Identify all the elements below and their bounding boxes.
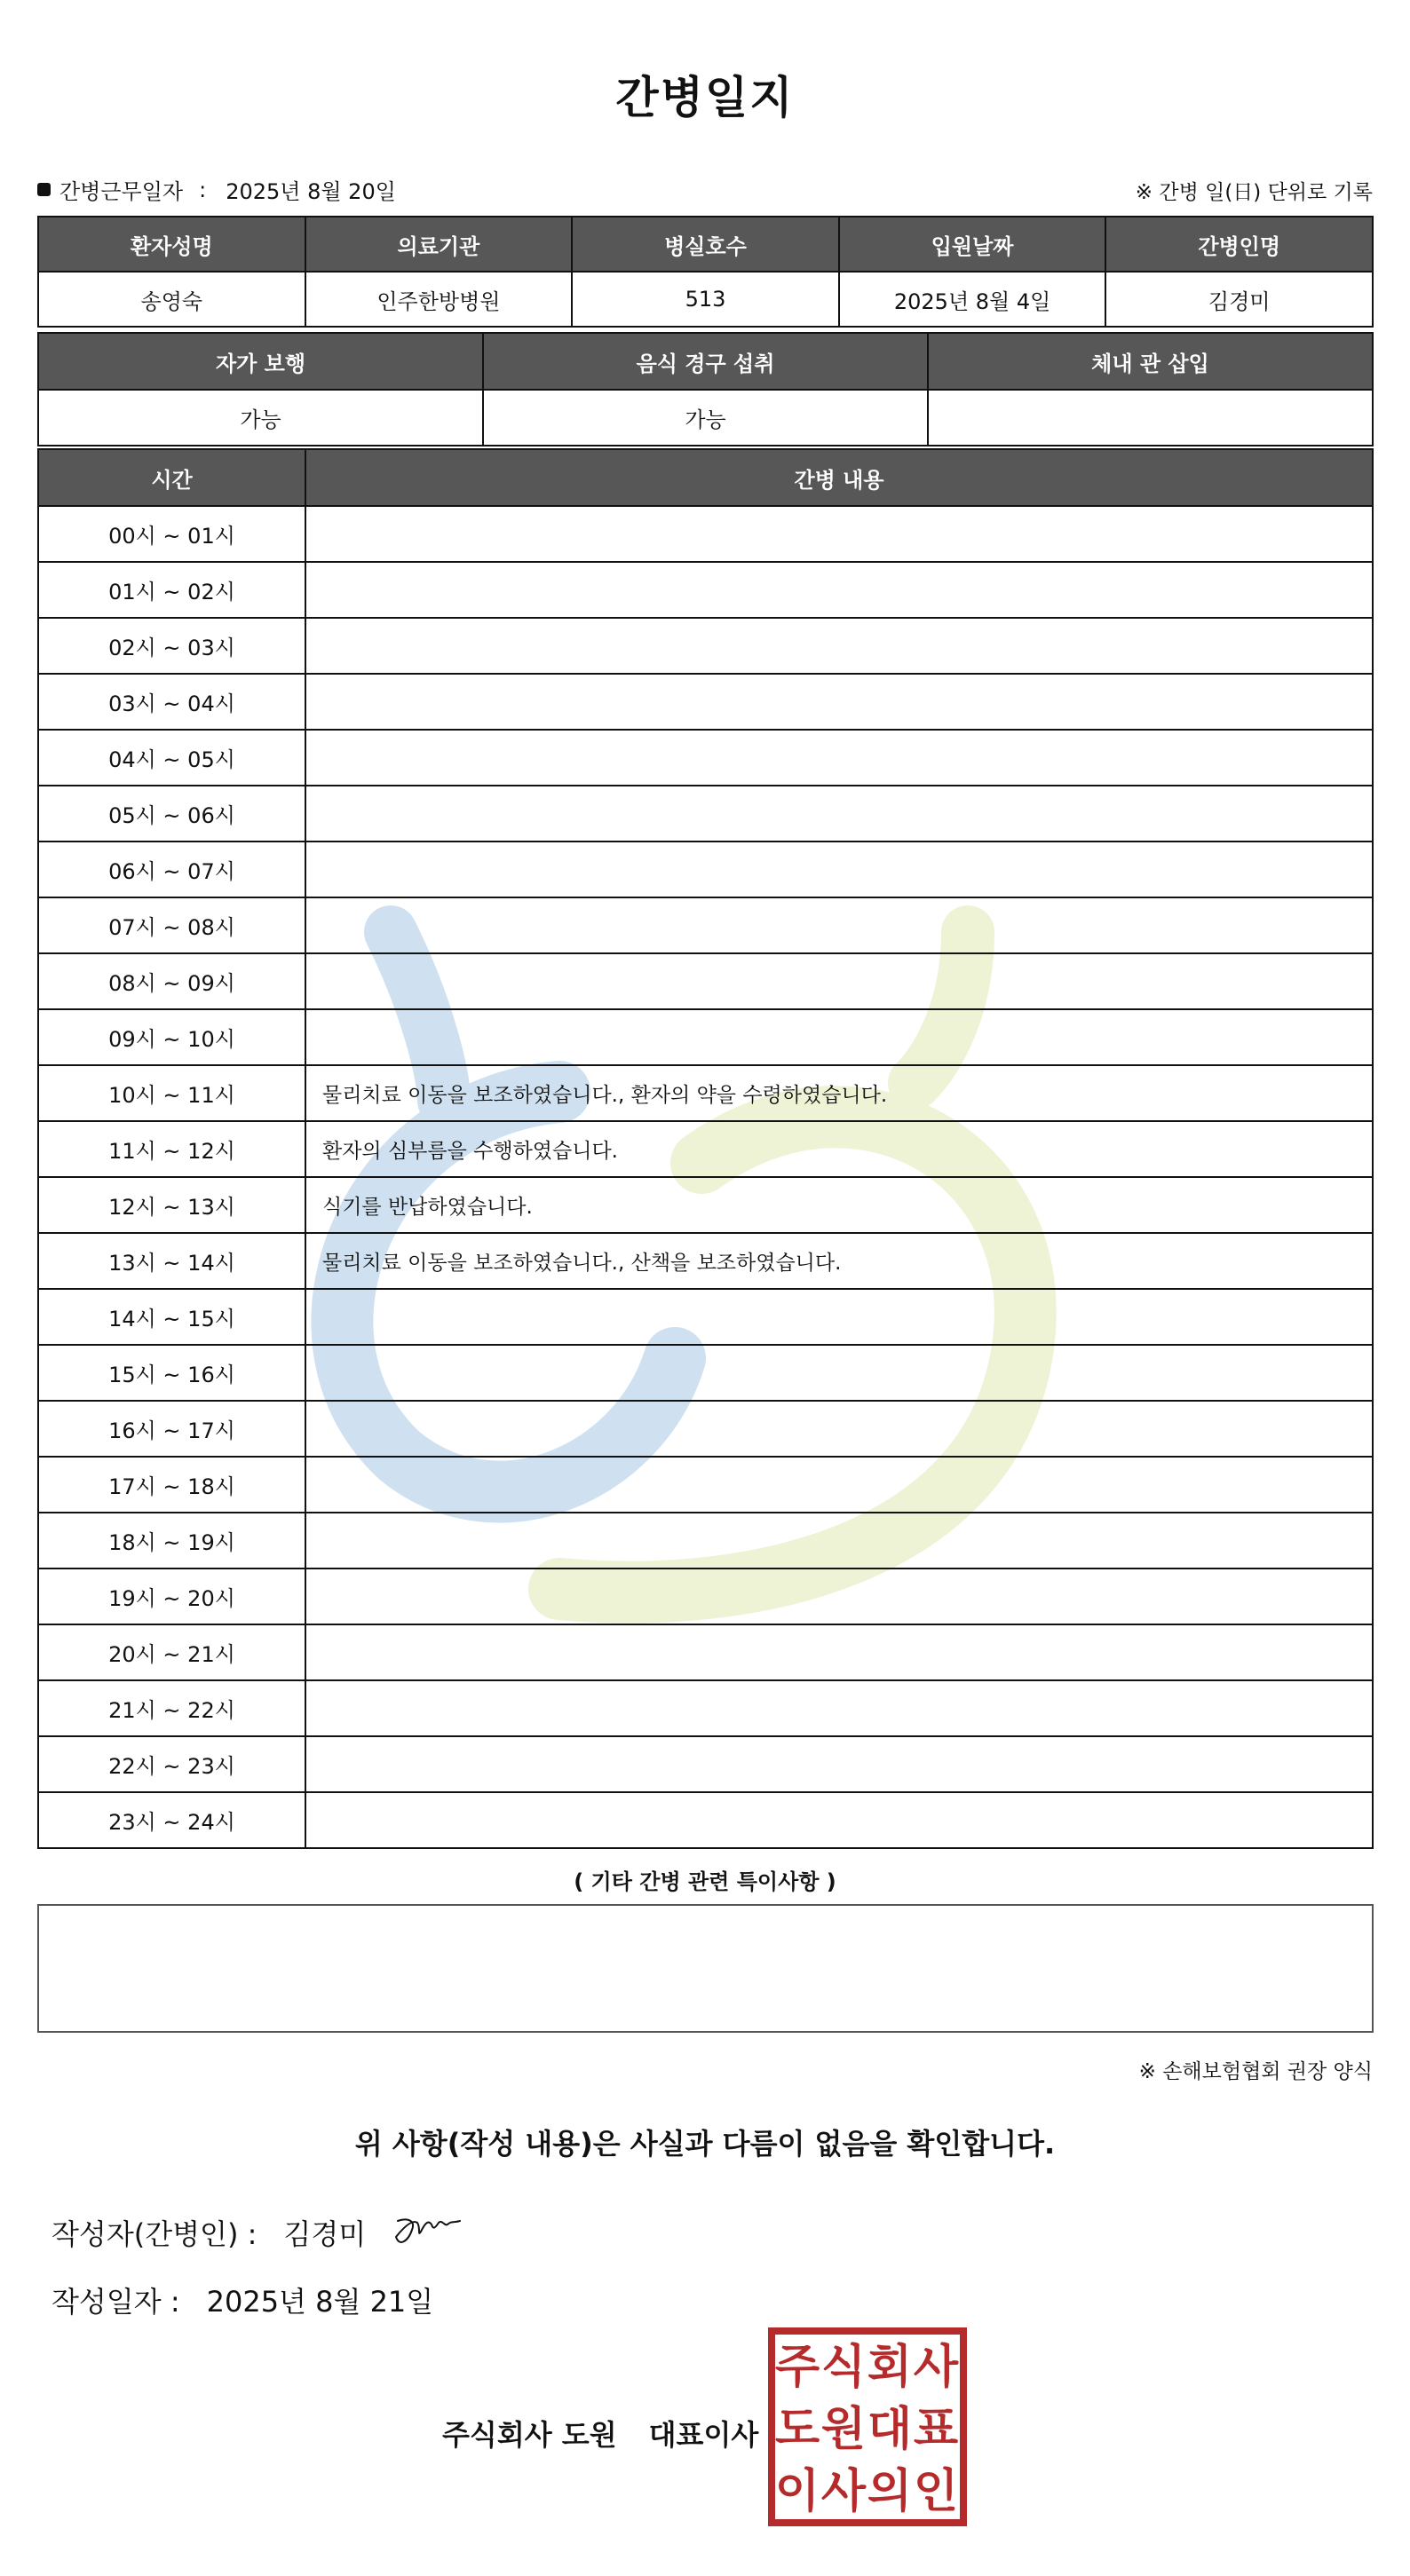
log-body xyxy=(38,506,1373,1848)
log-content[interactable] xyxy=(305,674,1373,730)
company-name: 주식회사 도원 xyxy=(442,2418,617,2452)
log-time: 14시 ~ 15시 xyxy=(38,1289,305,1345)
log-time: 02시 ~ 03시 xyxy=(38,618,305,674)
log-time: 18시 ~ 19시 xyxy=(38,1513,305,1569)
seal-character: 주 xyxy=(774,2341,820,2394)
self-walking-value: 가능 xyxy=(38,390,483,446)
work-date-row xyxy=(37,174,396,205)
page-title: 간병일지 xyxy=(615,72,795,123)
log-time: 21시 ~ 22시 xyxy=(38,1680,305,1736)
room-number: 513 xyxy=(572,272,839,327)
seal-character: 이 xyxy=(774,2465,820,2518)
notes-box[interactable] xyxy=(37,1904,1374,2033)
log-time: 10시 ~ 11시 xyxy=(38,1065,305,1121)
signature-image xyxy=(391,2201,497,2255)
header-care-content: 간병 내용 xyxy=(305,449,1373,506)
header-admission-date: 입원날짜 xyxy=(839,217,1106,272)
log-content[interactable]: 환자의 심부름을 수행하였습니다. xyxy=(305,1121,1373,1177)
header-self-walking: 자가 보행 xyxy=(38,333,483,390)
log-time: 09시 ~ 10시 xyxy=(38,1009,305,1065)
log-row xyxy=(38,1233,1373,1289)
log-content[interactable] xyxy=(305,1457,1373,1513)
log-content[interactable] xyxy=(305,953,1373,1009)
header-patient-name: 환자성명 xyxy=(38,217,305,272)
log-content[interactable] xyxy=(305,1345,1373,1401)
seal-character: 원 xyxy=(820,2403,867,2456)
writer-row xyxy=(51,2212,366,2253)
log-content[interactable] xyxy=(305,1569,1373,1624)
log-time: 19시 ~ 20시 xyxy=(38,1569,305,1624)
header-time: 시간 xyxy=(38,449,305,506)
writer-label: 작성자(간병인) : xyxy=(51,2217,257,2251)
log-content[interactable] xyxy=(305,1680,1373,1736)
confirmation-statement: 위 사항(작성 내용)은 사실과 다름이 없음을 확인합니다. xyxy=(354,2127,1056,2161)
log-content[interactable] xyxy=(305,1513,1373,1569)
written-date-value: 2025년 8월 21일 xyxy=(206,2285,434,2319)
patient-name: 송영숙 xyxy=(38,272,305,327)
written-date-label: 작성일자 : xyxy=(51,2285,180,2319)
work-date-value: 2025년 8월 20일 xyxy=(226,179,396,204)
writer-name: 김경미 xyxy=(283,2217,367,2251)
log-row xyxy=(38,1513,1373,1569)
patient-info-table xyxy=(37,216,1374,328)
log-row xyxy=(38,1177,1373,1233)
hospital-name: 인주한방병원 xyxy=(305,272,573,327)
log-row xyxy=(38,842,1373,897)
care-log-table xyxy=(37,448,1374,1849)
log-content[interactable] xyxy=(305,618,1373,674)
log-content[interactable] xyxy=(305,562,1373,618)
patient-info-value-row xyxy=(38,272,1373,327)
caregiver-name: 김경미 xyxy=(1105,272,1373,327)
log-row xyxy=(38,618,1373,674)
patient-condition-table xyxy=(37,332,1374,446)
log-time: 20시 ~ 21시 xyxy=(38,1624,305,1680)
log-time: 13시 ~ 14시 xyxy=(38,1233,305,1289)
header-hospital: 의료기관 xyxy=(305,217,573,272)
log-row xyxy=(38,730,1373,786)
log-time: 07시 ~ 08시 xyxy=(38,897,305,953)
seal-character: 표 xyxy=(913,2403,959,2456)
log-time: 12시 ~ 13시 xyxy=(38,1177,305,1233)
written-date-row xyxy=(51,2280,433,2320)
log-content[interactable]: 식기를 반납하였습니다. xyxy=(305,1177,1373,1233)
log-row xyxy=(38,1624,1373,1680)
condition-value-row xyxy=(38,390,1373,446)
log-content[interactable] xyxy=(305,1289,1373,1345)
log-time: 03시 ~ 04시 xyxy=(38,674,305,730)
oral-intake-value: 가능 xyxy=(483,390,928,446)
log-time: 17시 ~ 18시 xyxy=(38,1457,305,1513)
log-time: 06시 ~ 07시 xyxy=(38,842,305,897)
admission-date: 2025년 8월 4일 xyxy=(839,272,1106,327)
log-time: 11시 ~ 12시 xyxy=(38,1121,305,1177)
log-row xyxy=(38,1289,1373,1345)
log-time: 23시 ~ 24시 xyxy=(38,1792,305,1848)
seal-character: 식 xyxy=(820,2341,867,2394)
log-row xyxy=(38,1009,1373,1065)
log-content[interactable] xyxy=(305,730,1373,786)
log-row xyxy=(38,786,1373,842)
header-caregiver-name: 간병인명 xyxy=(1105,217,1373,272)
company-seal-image xyxy=(768,2327,967,2526)
log-row xyxy=(38,674,1373,730)
log-time: 05시 ~ 06시 xyxy=(38,786,305,842)
patient-info-header-row xyxy=(38,217,1373,272)
header-tube-insertion: 체내 관 삽입 xyxy=(928,333,1373,390)
log-row xyxy=(38,1065,1373,1121)
log-row xyxy=(38,562,1373,618)
seal-character: 사 xyxy=(820,2465,867,2518)
seal-character: 인 xyxy=(913,2465,959,2518)
log-header-row xyxy=(38,449,1373,506)
log-row xyxy=(38,897,1373,953)
log-row xyxy=(38,506,1373,562)
log-content[interactable] xyxy=(305,1401,1373,1457)
log-content[interactable] xyxy=(305,842,1373,897)
header-oral-intake: 음식 경구 섭취 xyxy=(483,333,928,390)
company-representative-title: 대표이사 xyxy=(648,2418,759,2452)
log-row xyxy=(38,1569,1373,1624)
log-row xyxy=(38,953,1373,1009)
log-content[interactable]: 물리치료 이동을 보조하였습니다., 산책을 보조하였습니다. xyxy=(305,1233,1373,1289)
header-room: 병실호수 xyxy=(572,217,839,272)
log-content[interactable] xyxy=(305,1009,1373,1065)
log-row xyxy=(38,1792,1373,1848)
log-content[interactable]: 물리치료 이동을 보조하였습니다., 환자의 약을 수령하였습니다. xyxy=(305,1065,1373,1121)
log-time: 00시 ~ 01시 xyxy=(38,506,305,562)
log-time: 16시 ~ 17시 xyxy=(38,1401,305,1457)
unit-note: ※ 간병 일(日) 단위로 기록 xyxy=(1135,181,1373,204)
log-row xyxy=(38,1345,1373,1401)
kidi-note: ※ 손해보험협회 권장 양식 xyxy=(1138,2060,1373,2083)
log-row xyxy=(38,1401,1373,1457)
log-time: 08시 ~ 09시 xyxy=(38,953,305,1009)
log-row xyxy=(38,1680,1373,1736)
tube-insertion-value xyxy=(928,390,1373,446)
seal-character: 도 xyxy=(774,2403,820,2456)
bullet-icon xyxy=(37,183,51,196)
company-row xyxy=(442,2413,758,2454)
log-time: 04시 ~ 05시 xyxy=(38,730,305,786)
log-content[interactable] xyxy=(305,1792,1373,1848)
log-row xyxy=(38,1457,1373,1513)
log-time: 22시 ~ 23시 xyxy=(38,1736,305,1792)
log-row xyxy=(38,1121,1373,1177)
seal-character: 의 xyxy=(867,2465,913,2518)
seal-character: 대 xyxy=(867,2403,913,2456)
log-content[interactable] xyxy=(305,1736,1373,1792)
condition-header-row xyxy=(38,333,1373,390)
log-row xyxy=(38,1736,1373,1792)
work-date-label: 간병근무일자 xyxy=(59,179,184,204)
log-content[interactable] xyxy=(305,506,1373,562)
log-time: 01시 ~ 02시 xyxy=(38,562,305,618)
seal-character: 사 xyxy=(913,2341,959,2394)
log-content[interactable] xyxy=(305,786,1373,842)
log-time: 15시 ~ 16시 xyxy=(38,1345,305,1401)
log-content[interactable] xyxy=(305,897,1373,953)
log-content[interactable] xyxy=(305,1624,1373,1680)
seal-character: 회 xyxy=(867,2341,913,2394)
work-date-separator: : xyxy=(199,177,207,202)
notes-title: ( 기타 간병 관련 특이사항 ) xyxy=(574,1869,836,1894)
